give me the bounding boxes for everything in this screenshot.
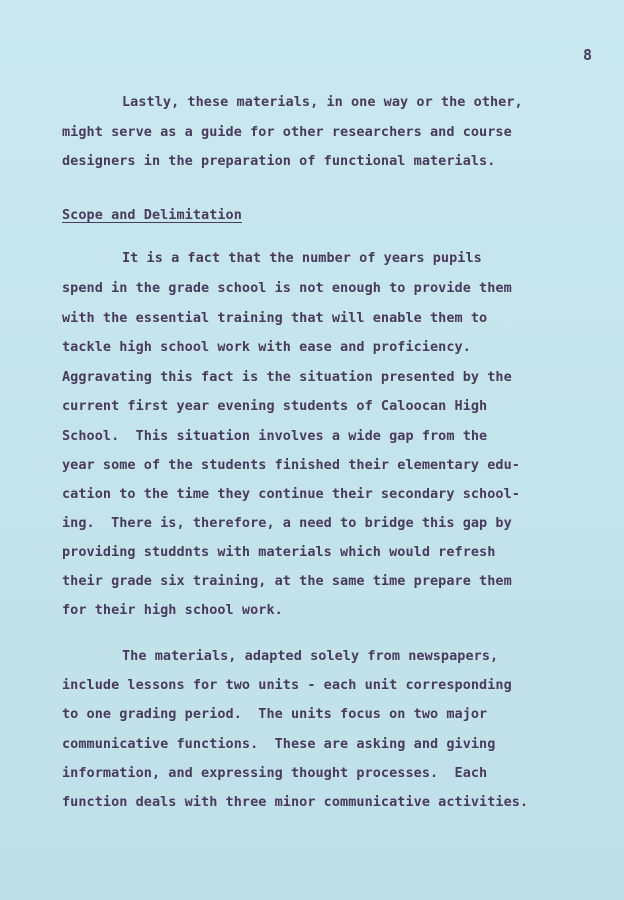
paragraph-line: include lessons for two units - each unit corresponding [62, 677, 512, 693]
paragraph-line: The materials, adapted solely from newspapers, [122, 648, 499, 664]
paragraph-line: Lastly, these materials, in one way or the other, [122, 94, 523, 110]
paragraph-line: with the essential training that will enable them to [62, 310, 488, 326]
paragraph-line: It is a fact that the number of years pupils [122, 250, 482, 266]
paragraph-line: current first year evening students of Caloocan High [62, 398, 488, 414]
paragraph-line: might serve as a guide for other researchers and course [62, 124, 512, 140]
paragraph-line: year some of the students finished their elementary edu- [62, 457, 520, 473]
section-heading: Scope and Delimitation [62, 207, 242, 223]
paragraph-line: tackle high school work with ease and proficiency. [62, 339, 471, 355]
page-number: 8 [582, 46, 592, 64]
paragraph-line: information, and expressing thought processes. Each [62, 765, 488, 781]
paragraph-line: ing. There is, therefore, a need to bridge this gap by [62, 515, 512, 531]
paragraph-line: for their high school work. [62, 602, 283, 618]
paragraph-line: Aggravating this fact is the situation presented by the [62, 369, 512, 385]
paragraph-line: to one grading period. The units focus on two major [62, 706, 488, 722]
paragraph-line: their grade six training, at the same time prepare them [62, 573, 512, 589]
paragraph-line: communicative functions. These are asking and giving [62, 736, 496, 752]
paragraph-line: providing studdnts with materials which would refresh [62, 544, 496, 560]
paragraph-line: cation to the time they continue their secondary school- [62, 486, 520, 502]
paragraph-line: spend in the grade school is not enough to provide them [62, 280, 512, 296]
paragraph-line: designers in the preparation of functional materials. [62, 153, 496, 169]
paragraph-line: School. This situation involves a wide gap from the [62, 428, 488, 444]
paragraph-line: function deals with three minor communicative activities. [62, 794, 529, 810]
